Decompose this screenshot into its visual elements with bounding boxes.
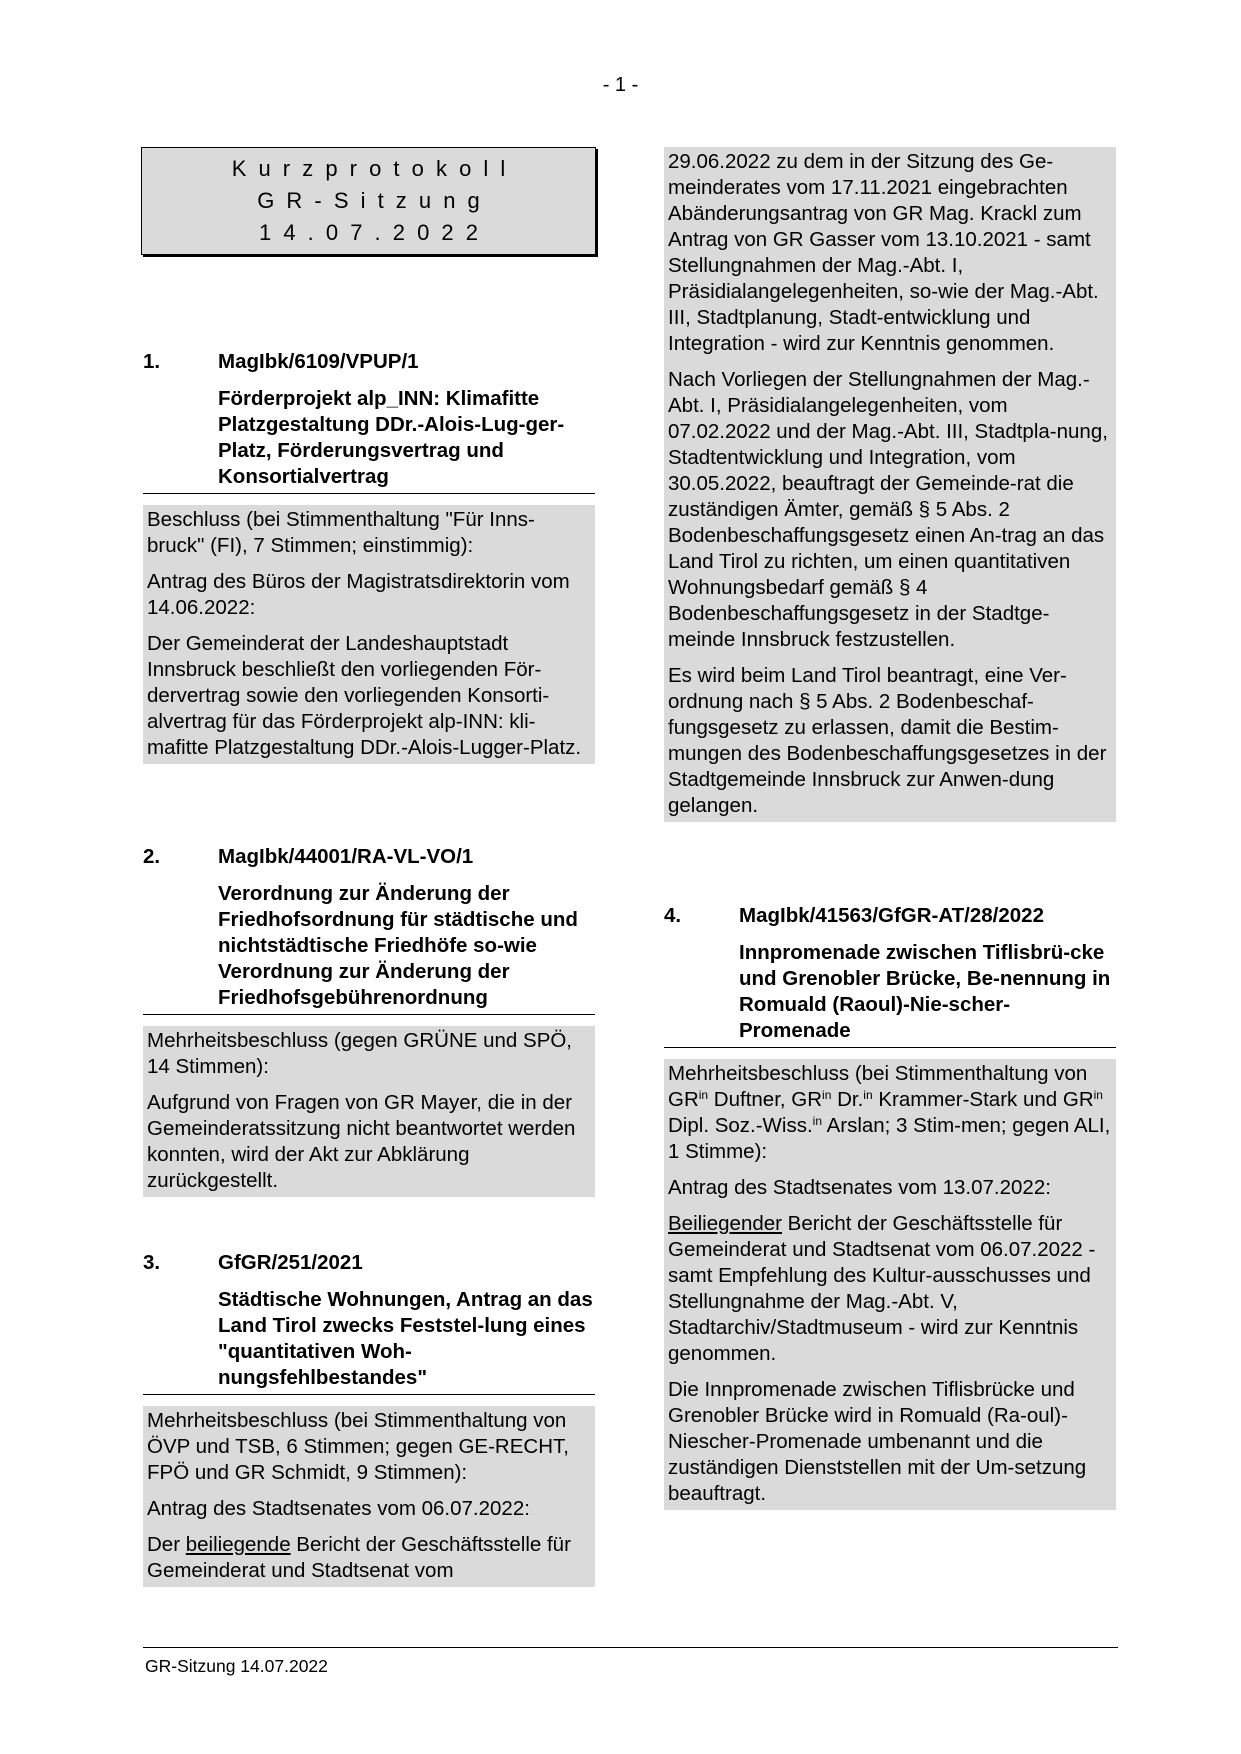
paragraph [147, 1532, 591, 1584]
agenda-item-2 [143, 844, 595, 1197]
decision-text: Mehrheitsbeschluss (gegen GRÜNE und SPÖ, 14 Stimmen): [147, 1029, 573, 1078]
item-resolution [143, 1406, 595, 1587]
agenda-item-3 [143, 1250, 595, 1587]
paragraph [668, 1211, 1112, 1367]
item-number: 2. [143, 845, 161, 868]
agenda-item-1 [143, 349, 595, 764]
item-title: Förderprojekt alp_INN: Klimafitte Platzgestaltung DDr.-Alois-Lug-ger-Platz, Förderungsvertrag und Konsortialvertrag [143, 386, 595, 494]
decision-text: Beschluss (bei Stimmenthaltung "Für Inns-bruck" (FI), 7 Stimmen; einstimmig): [147, 508, 535, 557]
paragraph: Nach Vorliegen der Stellungnahmen der Mag.-Abt. I, Präsidialangelegenheiten, vom 07.02.2022 und der Mag.-Abt. III, Stadtpla-nung, Stadtentwicklung und Integration, vom 30.05.2022, beauftragt der Gemeinde-rat die zuständigen Ämter, gemäß § 5 Abs. 2 Bodenbeschaffungsgesetz einen An-trag an das Land Tirol zu richten, um einen quantitativen Wohnungsbedarf gemäß § 4 Bodenbeschaffungsgesetz in der Stadtge-meinde Innsbruck festzustellen. [668, 368, 1108, 651]
paragraph: Antrag des Stadtsenates vom 13.07.2022: [668, 1176, 1051, 1199]
item-reference: GfGR/251/2021 [218, 1251, 363, 1274]
footer-divider [143, 1647, 1118, 1648]
item-number: 4. [664, 904, 682, 927]
paragraph: Der Gemeinderat der Landeshauptstadt Innsbruck beschließt den vorliegenden För-dervertrag sowie den vorliegenden Konsorti-alvertrag für das Förderprojekt alp-INN: kli-mafitte Platzgestaltung DDr.-Alois-Lugger-Platz. [147, 632, 582, 759]
item-number: 1. [143, 350, 161, 373]
item-resolution [143, 1026, 595, 1197]
header-title: Kurzprotokoll [231, 156, 518, 181]
paragraph: 29.06.2022 zu dem in der Sitzung des Ge-meinderates vom 17.11.2021 eingebrachten Abänderungsantrag von GR Mag. Krackl zum Antrag von GR Gasser vom 13.10.2021 - samt Stellungnahmen der Mag.-Abt. I, Präsidialangelegenheiten, so-wie der Mag.-Abt. III, Stadtplanung, Stadt-entwicklung und Integration - wird zur Kenntnis genommen. [668, 150, 1099, 355]
item-title: Städtische Wohnungen, Antrag an das Land Tirol zwecks Feststel-lung eines "quantitativen Woh-nungsfehlbestandes" [143, 1287, 595, 1395]
paragraph: Aufgrund von Fragen von GR Mayer, die in der Gemeinderatssitzung nicht beantwortet werden konnten, wird der Akt zur Abklärung zurückgestellt. [147, 1091, 576, 1192]
footer-text: GR-Sitzung 14.07.2022 [145, 1656, 328, 1676]
agenda-item-3-continuation [664, 147, 1116, 822]
paragraph-rest: Bericht der Geschäftsstelle für Gemeinderat und Stadtsenat vom 06.07.2022 - samt Empfehlung des Kultur-ausschusses und Stellungnahme der Mag.-Abt. V, Stadtarchiv/Stadtmuseum - wird zur Kenntnis genommen. [668, 1212, 1096, 1365]
item-reference: MagIbk/6109/VPUP/1 [218, 350, 419, 373]
header-date: 14.07.2022 [258, 220, 491, 245]
paragraph-rest: Bericht der Geschäftsstelle für Gemeinderat und Stadtsenat vom [147, 1533, 571, 1582]
item-title: Verordnung zur Änderung der Friedhofsordnung für städtische und nichtstädtische Friedhöfe so-wie Verordnung zur Änderung der Friedhofsgebührenordnung [143, 881, 595, 1015]
decision-text: Mehrheitsbeschluss (bei Stimmenthaltung von $GR^{in}$ Duftner, $GR^{in}$ Dr.$^{in}$ Krammer-Stark und $GR^{in}$ Dipl. Soz.-Wiss.$^{in}$ Arslan; 3 Stim-men; gegen ALI, 1 Stimme): [668, 1062, 1111, 1163]
paragraph: Antrag des Stadtsenates vom 06.07.2022: [147, 1497, 530, 1520]
item-resolution-continued [664, 147, 1116, 822]
header-meeting: GR-Sitzung [257, 188, 492, 213]
item-reference: MagIbk/44001/RA-VL-VO/1 [218, 845, 474, 868]
agenda-item-4 [664, 903, 1116, 1510]
item-title: Innpromenade zwischen Tiflisbrü-cke und Grenobler Brücke, Be-nennung in Romuald (Raoul)-Nie-scher-Promenade [664, 940, 1116, 1048]
paragraph: Antrag des Büros der Magistratsdirektorin vom 14.06.2022: [147, 570, 570, 619]
paragraph: Die Innpromenade zwischen Tiflisbrücke und Grenobler Brücke wird in Romuald (Ra-oul)-Niescher-Promenade umbenannt und die zuständigen Dienststellen mit der Um-setzung beauftragt. [668, 1378, 1087, 1505]
item-resolution [664, 1059, 1116, 1510]
item-resolution [143, 505, 595, 764]
underlined-word: Beiliegender [668, 1212, 782, 1235]
page-number: - 1 - [602, 74, 639, 96]
paragraph: Es wird beim Land Tirol beantragt, eine Ver-ordnung nach § 5 Abs. 2 Bodenbeschaf-fungsgesetz zu erlassen, damit die Bestim-mungen des Bodenbeschaffungsgesetzes in der Stadtgemeinde Innsbruck zur Anwen-dung gelangen. [668, 664, 1107, 817]
header-box [141, 147, 596, 255]
item-reference: MagIbk/41563/GfGR-AT/28/2022 [739, 904, 1044, 927]
item-number: 3. [143, 1251, 161, 1274]
underlined-word: beiliegende [185, 1533, 291, 1556]
paragraph-start: Der [147, 1533, 186, 1556]
decision-text: Mehrheitsbeschluss (bei Stimmenthaltung von ÖVP und TSB, 6 Stimmen; gegen GE-RECHT, FPÖ und GR Schmidt, 9 Stimmen): [147, 1409, 569, 1484]
